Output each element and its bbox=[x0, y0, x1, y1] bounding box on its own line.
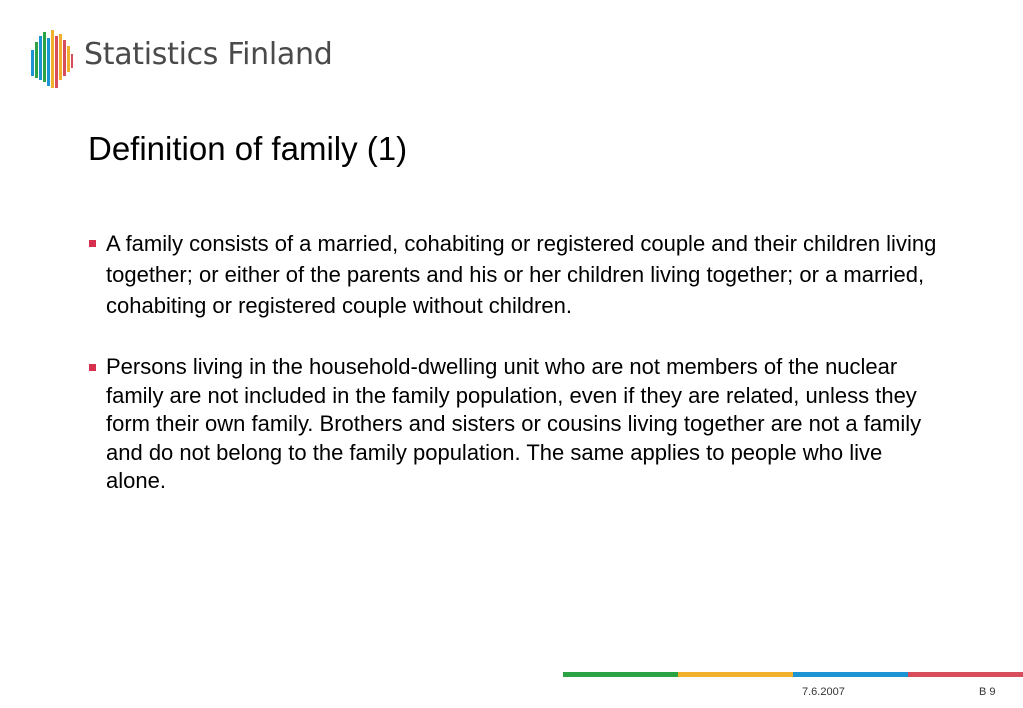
color-bar-segment bbox=[563, 672, 678, 677]
footer-date: 7.6.2007 bbox=[802, 686, 845, 698]
bullet-list bbox=[88, 228, 948, 496]
color-bar-segment bbox=[793, 672, 908, 677]
statistics-finland-logo bbox=[30, 28, 370, 92]
bullet-square-icon bbox=[89, 240, 96, 247]
color-bar-segment bbox=[908, 672, 1023, 677]
bullet-text: A family consists of a married, cohabiting or registered couple and their children living together; or either of the parents and his or her children living together; or a married, cohabiting or registered couple without children. bbox=[106, 231, 937, 318]
color-bar-segment bbox=[678, 672, 793, 677]
slide-title: Definition of family (1) bbox=[88, 130, 408, 167]
bullet-item bbox=[88, 353, 948, 496]
bullet-square-icon bbox=[89, 364, 96, 371]
footer-page-number: B 9 bbox=[979, 686, 996, 698]
bullet-item bbox=[88, 228, 948, 321]
logo-mark-icon bbox=[30, 28, 74, 90]
logo-text: Statistics Finland bbox=[84, 37, 333, 72]
footer-color-bar bbox=[563, 672, 1023, 677]
bullet-text: Persons living in the household-dwelling unit who are not members of the nuclear family are not included in the family population, even if they are related, unless they form their own family. Brothers and sisters or cousins living together are not a family and do not belong to the family population. The same applies to people who live alone. bbox=[106, 354, 922, 493]
